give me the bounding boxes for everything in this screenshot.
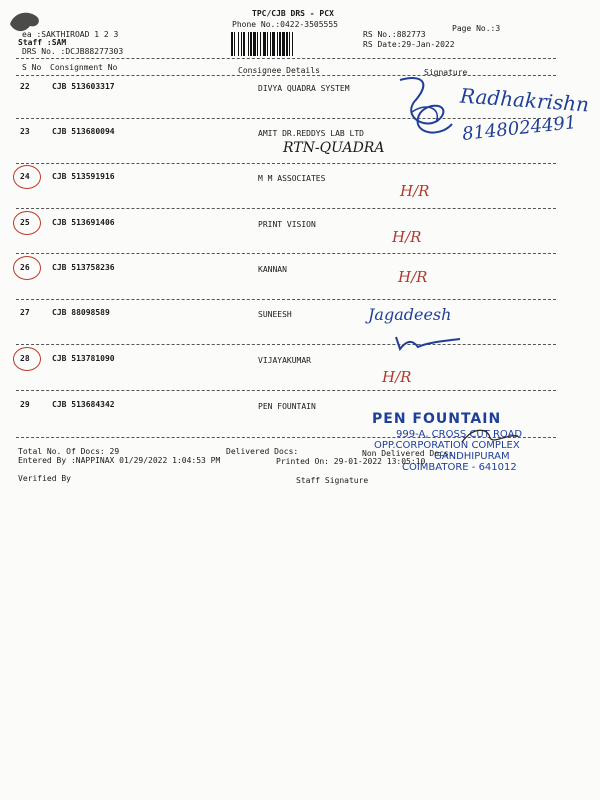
column-sno: S No	[22, 63, 42, 72]
rs-date: RS Date:29-Jan-2022	[363, 40, 455, 49]
total-docs: Total No. Of Docs: 29	[18, 447, 120, 456]
row-consignment: CJB 513758236	[52, 263, 115, 272]
row-sno: 24	[20, 172, 30, 181]
barcode-bar	[250, 32, 252, 56]
stamp-address-line1: 999-A, CROSS CUT ROAD	[396, 429, 523, 440]
handwritten-name: Radhakrishn	[459, 83, 590, 117]
barcode-bar	[234, 32, 235, 56]
row-sno: 25	[20, 218, 30, 227]
row-consignee: AMIT DR.REDDYS LAB LTD	[258, 129, 364, 138]
non-delivered-docs: Non Delivered Docs:	[362, 449, 454, 458]
row-consignment: CJB 513680094	[52, 127, 115, 136]
column-consignee: Consignee Details	[238, 66, 320, 75]
barcode-bar	[257, 32, 258, 56]
barcode-bar	[238, 32, 239, 56]
entered-by: Entered By :NAPPINAX 01/29/2022 1:04:53 PM	[18, 456, 221, 465]
divider	[16, 118, 556, 119]
row-consignee: KANNAN	[258, 265, 287, 274]
row-consignee: M M ASSOCIATES	[258, 174, 326, 183]
row-consignee: PEN FOUNTAIN	[258, 402, 316, 411]
row-consignee: VIJAYAKUMAR	[258, 356, 311, 365]
barcode-bar	[289, 32, 290, 56]
barcode-bar	[279, 32, 281, 56]
barcode-bar	[243, 32, 245, 56]
barcode-bar	[241, 32, 242, 56]
barcode-bar	[272, 32, 275, 56]
row-sno: 29	[20, 400, 30, 409]
stamp-address-line4: COIMBATORE - 641012	[402, 462, 517, 473]
barcode-bar	[286, 32, 288, 56]
verified-by: Verified By	[18, 474, 71, 483]
phone-number: Phone No.:0422-3505555	[232, 20, 338, 29]
handwritten-hr: H/R	[398, 268, 428, 286]
barcode-bar	[267, 32, 268, 56]
handwritten-phone: 8148024491	[461, 112, 578, 145]
divider	[16, 390, 556, 391]
barcode	[231, 32, 359, 56]
row-consignee: PRINT VISION	[258, 220, 316, 229]
drs-number: DRS No. :DCJB88277303	[22, 47, 124, 56]
barcode-bar	[282, 32, 285, 56]
row-consignment: CJB 513591916	[52, 172, 115, 181]
divider	[16, 253, 556, 254]
staff-signature: Staff Signature	[296, 476, 369, 485]
stamp-company-name: PEN FOUNTAIN	[372, 411, 502, 427]
handwritten-hr: H/R	[382, 368, 412, 386]
barcode-bar	[263, 32, 266, 56]
handwritten-hr: H/R	[392, 228, 422, 246]
divider	[16, 344, 556, 345]
barcode-bar	[253, 32, 256, 56]
divider	[16, 58, 556, 59]
stamp-address-line3: GANDHIPURAM	[434, 451, 510, 462]
barcode-bar	[248, 32, 249, 56]
stamp-address-line2: OPP.CORPORATION COMPLEX	[374, 440, 520, 451]
row-consignee: SUNEESH	[258, 310, 292, 319]
row-consignment: CJB 513684342	[52, 400, 115, 409]
row-consignment: CJB 88098589	[52, 308, 110, 317]
row-consignee: DIVYA QUADRA SYSTEM	[258, 84, 350, 93]
barcode-bar	[270, 32, 271, 56]
barcode-bar	[260, 32, 261, 56]
divider	[16, 163, 556, 164]
barcode-bar	[292, 32, 293, 56]
row-sno: 22	[20, 82, 30, 91]
column-consignment: Consignment No	[50, 63, 118, 72]
area-label: ea :SAKTHIROAD 1 2 3	[22, 30, 119, 39]
row-consignment: CJB 513603317	[52, 82, 115, 91]
handwritten-signer: Jagadeesh	[368, 305, 452, 324]
divider	[16, 208, 556, 209]
document-title: TPC/CJB DRS - PCX	[252, 9, 334, 18]
row-sno: 27	[20, 308, 30, 317]
divider	[16, 75, 556, 76]
barcode-bar	[277, 32, 278, 56]
handwritten-return-note: RTN-QUADRA	[283, 140, 385, 156]
delivered-docs: Delivered Docs:	[226, 447, 299, 456]
printed-on: Printed On: 29-01-2022 13:05:10	[276, 457, 426, 466]
row-consignment: CJB 513781090	[52, 354, 115, 363]
row-sno: 26	[20, 263, 30, 272]
row-sno: 23	[20, 127, 30, 136]
handwritten-hr: H/R	[400, 182, 430, 200]
row-consignment: CJB 513691406	[52, 218, 115, 227]
rs-number: RS No.:882773	[363, 30, 426, 39]
row-sno: 28	[20, 354, 30, 363]
staff-label: Staff :SAM	[18, 38, 67, 47]
divider	[16, 299, 556, 300]
signature-scribble	[394, 333, 464, 353]
page-number: Page No.:3	[452, 24, 501, 33]
signature-scribble	[460, 424, 520, 448]
column-signature: Signature	[424, 68, 468, 77]
barcode-bar	[231, 32, 233, 56]
